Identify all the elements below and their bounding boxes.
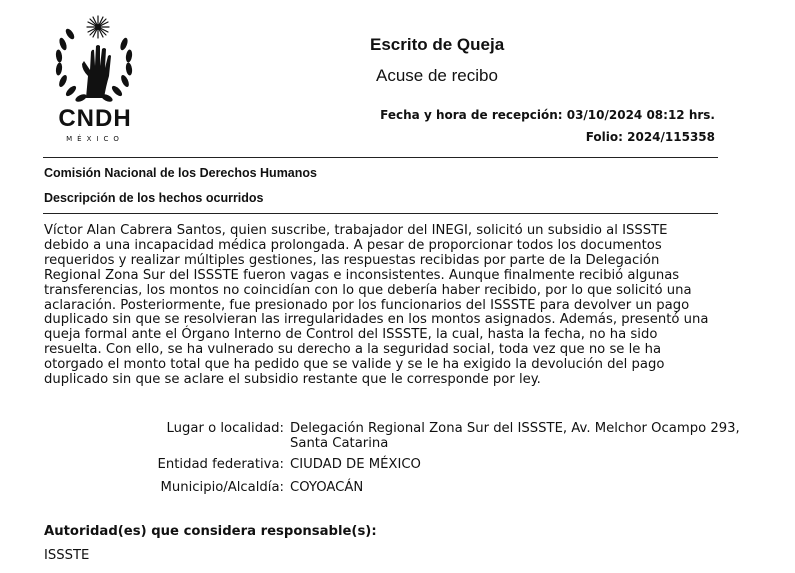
state-label: Entidad federativa: — [157, 457, 284, 472]
municipality-label: Municipio/Alcaldía: — [160, 480, 284, 495]
authority-value: ISSSTE — [44, 548, 90, 563]
cndh-hand-star-laurel-icon — [46, 14, 144, 106]
top-divider — [43, 157, 718, 158]
commission-name: Comisión Nacional de los Derechos Humanos — [44, 166, 317, 180]
logo-country: MÉXICO — [66, 135, 124, 143]
authority-heading: Autoridad(es) que considera responsable(s): — [44, 524, 377, 539]
logo-acronym: CNDH — [58, 105, 132, 132]
section-divider — [43, 213, 718, 214]
facts-narrative: Víctor Alan Cabrera Santos, quien suscribe, trabajador del INEGI, solicitó un subsidio al ISSSTE debido a una incapacidad médica prolongada. A pesar de proporcionar todos los documentos requeridos y realizar múltiples gestiones, las respuestas recibidas por parte de la Delegación Regional Zona Sur del ISSSTE fueron vagas e inconsistentes. Aunque finalmente recibió algunas transferencias, los montos no coincidían con lo que debería haber recibido, por lo que solicitó una aclaración. Posteriormente, fue presionado por los funcionarios del ISSSTE para devolver un pago duplicado sin que se resolvieran las irregularidades en los montos asignados. Además, presentó una queja formal ante el Órgano Interno de Control del ISSSTE, la cual, hasta la fecha, no ha sido resuelta. Con ello, se ha vulnerado su derecho a la seguridad social, toda vez que no se le ha otorgado el monto total que ha pedido que se valide y se le ha exigido la devolución del pago duplicado sin que se aclare el subsidio restante que le corresponde por ley. — [44, 223, 709, 388]
location-label: Lugar o localidad: — [166, 421, 284, 436]
municipality-value: COYOACÁN — [290, 480, 364, 495]
facts-heading: Descripción de los hechos ocurridos — [44, 191, 264, 205]
cndh-logo — [46, 14, 144, 152]
document-subtitle: Acuse de recibo — [376, 66, 498, 85]
location-value: Delegación Regional Zona Sur del ISSSTE, Av. Melchor Ocampo 293, Santa Catarina — [290, 421, 740, 451]
document-title: Escrito de Queja — [370, 35, 505, 54]
folio-number: Folio: 2024/115358 — [585, 130, 715, 144]
receipt-datetime: Fecha y hora de recepción: 03/10/2024 08:12 hrs. — [380, 108, 715, 122]
state-value: CIUDAD DE MÉXICO — [290, 457, 421, 472]
